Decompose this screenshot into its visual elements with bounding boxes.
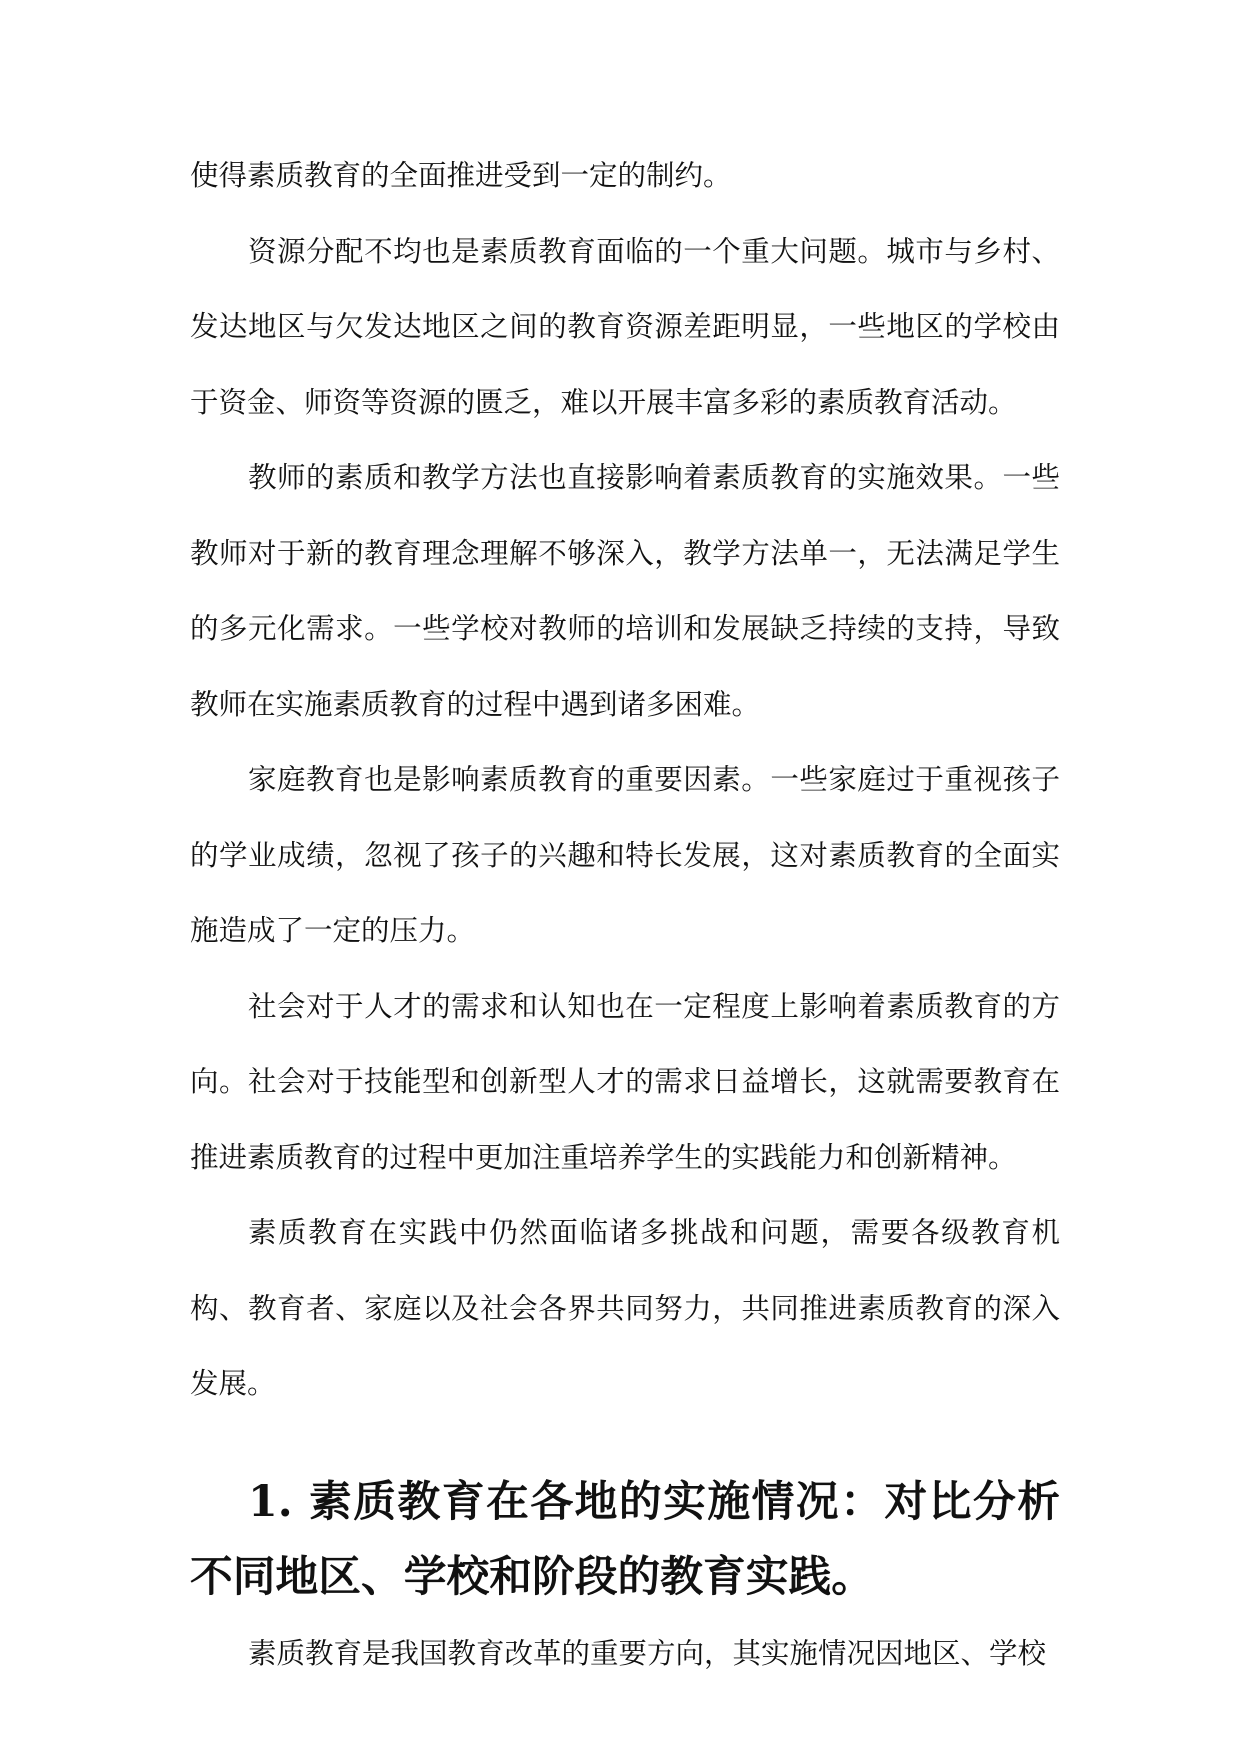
document-body xyxy=(190,138,1060,1691)
paragraph-resource-allocation: 资源分配不均也是素质教育面临的一个重大问题。城市与乡村、发达地区与欠发达地区之间的教育资源差距明显，一些地区的学校由于资金、师资等资源的匮乏，难以开展丰富多彩的素质教育活动。 xyxy=(190,234,1060,419)
paragraph-teacher-quality: 教师的素质和教学方法也直接影响着素质教育的实施效果。一些教师对于新的教育理念理解不够深入，教学方法单一，无法满足学生的多元化需求。一些学校对教师的培训和发展缺乏持续的支持，导致教师在实施素质教育的过程中遇到诸多困难。 xyxy=(190,461,1060,721)
paragraph-section-intro: 素质教育是我国教育改革的重要方向，其实施情况因地区、学校 xyxy=(248,1636,1047,1670)
section-heading: 1. 素质教育在各地的实施情况：对比分析不同地区、学校和阶段的教育实践。 xyxy=(190,1476,1060,1602)
paragraph-summary: 素质教育在实践中仍然面临诸多挑战和问题，需要各级教育机构、教育者、家庭以及社会各界共同努力，共同推进素质教育的深入发展。 xyxy=(190,1216,1060,1400)
paragraph-continuation: 使得素质教育的全面推进受到一定的制约。 xyxy=(190,159,732,192)
paragraph-family-education: 家庭教育也是影响素质教育的重要因素。一些家庭过于重视孩子的学业成绩，忽视了孩子的兴趣和特长发展，这对素质教育的全面实施造成了一定的压力。 xyxy=(190,763,1060,947)
paragraph-social-demand: 社会对于人才的需求和认知也在一定程度上影响着素质教育的方向。社会对于技能型和创新型人才的需求日益增长，这就需要教育在推进素质教育的过程中更加注重培养学生的实践能力和创新精神。 xyxy=(190,989,1060,1174)
